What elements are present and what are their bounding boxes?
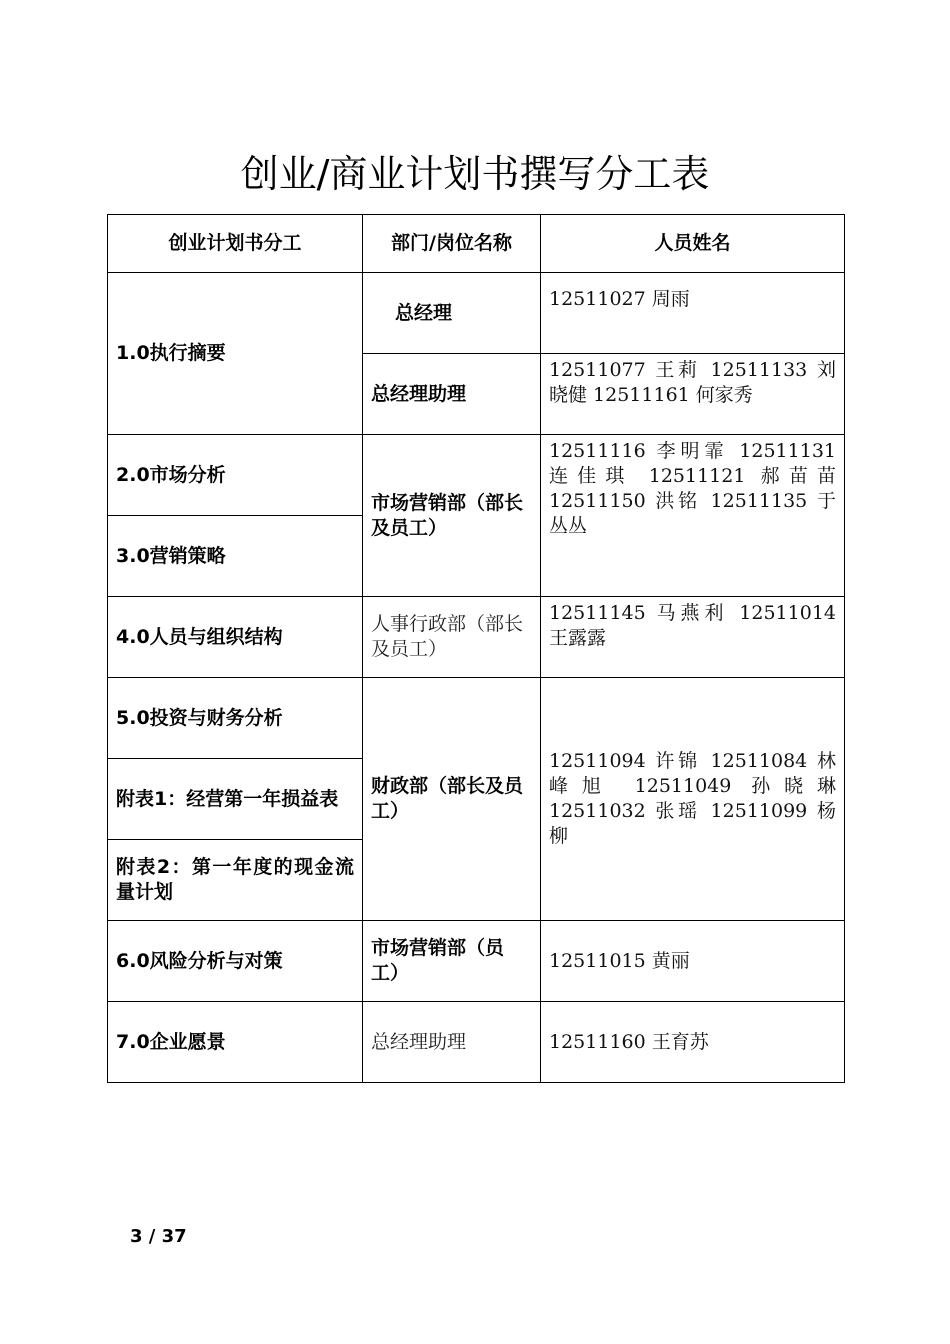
table-row [108, 273, 845, 354]
section-4-cell: 4.0人员与组织结构 [108, 597, 363, 678]
section-6-cell: 6.0风险分析与对策 [108, 921, 363, 1002]
section-7-cell: 7.0企业愿景 [108, 1002, 363, 1083]
role-cell: 市场营销部（部长及员工） [363, 435, 541, 597]
table-row [108, 678, 845, 759]
header-names: 人员姓名 [541, 215, 845, 273]
total-pages: 37 [161, 1226, 187, 1247]
role-cell: 人事行政部（部长及员工） [363, 597, 541, 678]
header-division: 创业计划书分工 [108, 215, 363, 273]
role-cell: 总经理 [363, 273, 541, 354]
section-2-cell: 2.0市场分析 [108, 435, 363, 516]
role-cell: 财政部（部长及员工） [363, 678, 541, 921]
header-department: 部门/岗位名称 [363, 215, 541, 273]
role-cell: 总经理助理 [363, 354, 541, 435]
names-cell: 12511015 黄丽 [541, 921, 845, 1002]
appendix-1-cell: 附表1：经营第一年损益表 [108, 759, 363, 840]
page-number [130, 1226, 187, 1247]
section-1-cell: 1.0执行摘要 [108, 273, 363, 435]
table-row [108, 435, 845, 516]
table-header-row [108, 215, 845, 273]
names-cell: 12511027 周雨 [541, 273, 845, 354]
current-page: 3 [130, 1226, 143, 1247]
table-row [108, 921, 845, 1002]
table-row [108, 597, 845, 678]
section-5-cell: 5.0投资与财务分析 [108, 678, 363, 759]
section-3-cell: 3.0营销策略 [108, 516, 363, 597]
names-cell: 12511094 许锦 12511084 林峰旭 12511049 孙晓琳 12511032 张瑶 12511099 杨柳 [541, 678, 845, 921]
names-cell: 12511145 马燕利 12511014 王露露 [541, 597, 845, 678]
role-cell: 市场营销部（员工） [363, 921, 541, 1002]
names-cell: 12511116 李明霏 12511131 连佳琪 12511121 郝苗苗 12511150 洪铭 12511135 于丛丛 [541, 435, 845, 597]
page-separator: / [142, 1226, 162, 1247]
names-cell: 12511160 王育苏 [541, 1002, 845, 1083]
table-row [108, 1002, 845, 1083]
names-cell: 12511077 王莉 12511133 刘晓健 12511161 何家秀 [541, 354, 845, 435]
appendix-2-cell: 附表2：第一年度的现金流量计划 [108, 840, 363, 921]
role-cell: 总经理助理 [363, 1002, 541, 1083]
page-title: 创业/商业计划书撰写分工表 [240, 152, 710, 196]
division-table [107, 214, 845, 1083]
